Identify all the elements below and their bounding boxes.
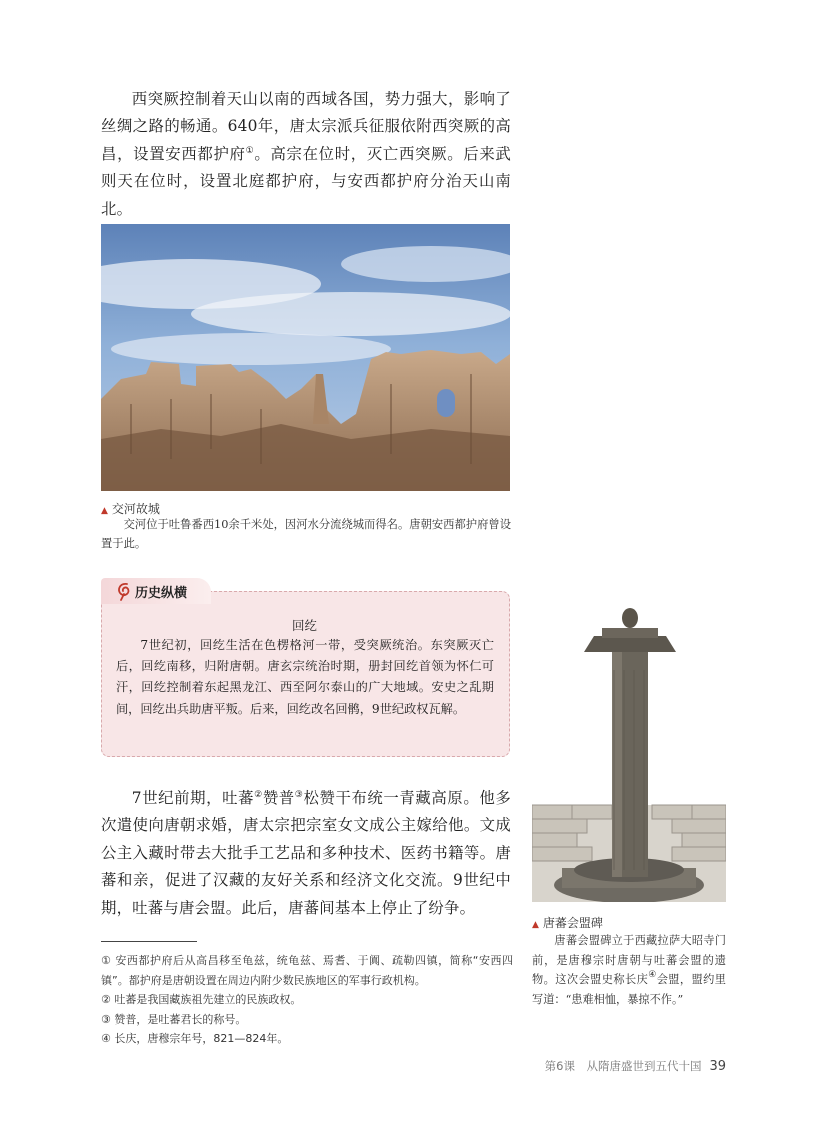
footnote-divider (101, 941, 197, 942)
caption-title-text: 交河故城 (111, 502, 160, 516)
jiaohe-ruins-photo (101, 224, 510, 491)
text-run: 唐蕃会盟碑立于西藏拉萨大昭寺门前，是唐穆宗时唐朝与吐蕃会盟的遗物。这次会盟史称长庆 (532, 934, 726, 986)
triangle-marker-icon: ▲ (532, 920, 539, 930)
text-run: 7世纪前期，吐蕃 (131, 789, 255, 807)
page-number: 39 (709, 1059, 726, 1074)
history-swirl-icon (115, 581, 133, 601)
photo2-caption-body (532, 931, 726, 1009)
paragraph-body (101, 86, 511, 223)
footnote-marker: ② (254, 790, 263, 800)
text-run: 西突厥控制着天山以南的西域各国，势力强大，影响了丝绸之路的畅通。640年，唐太宗派兵征服依附西突厥的高昌，设置安西都护府 (101, 90, 511, 163)
footnote-3: ③ 赞普，是吐蕃君长的称号。 (101, 1012, 247, 1026)
footnotes (101, 951, 513, 1049)
paragraph-western-regions (101, 86, 511, 223)
footnote-2: ② 吐蕃是我国藏族祖先建立的民族政权。 (101, 993, 302, 1006)
text-run: 赞普 (262, 789, 295, 807)
footnote-4: ④ 长庆，唐穆宗年号，821—824年。 (101, 1032, 289, 1045)
text-run: 会盟，盟约里写道：“患难相恤，暴掠不作。” (532, 973, 726, 1006)
paragraph-body (101, 785, 511, 922)
sidebar-title: 回纥 (291, 618, 317, 633)
footnote-marker: ④ (648, 970, 657, 980)
text-run: 。高宗在位时，灭亡西突厥。后来武则天在位时，设置北庭都护府，与安西都护府分治天山南北。 (101, 144, 511, 218)
footnote-1: ① 安西都护府后从高昌移至龟兹，统龟兹、焉耆、于阗、疏勒四镇，简称“安西四镇”。都护府是唐朝设置在周边内附少数民族地区的军事行政机构。 (101, 954, 513, 987)
tab-label: 历史纵横 (135, 585, 188, 601)
footnote-marker: ① (245, 145, 255, 156)
caption-body-text: 交河位于吐鲁番西10余千米处，因河水分流绕城而得名。唐朝安西都护府曾设置于此。 (101, 518, 511, 550)
photo1-caption-body (101, 515, 511, 553)
photo2-caption-title (532, 914, 603, 931)
text-run: 松赞干布统一青藏高原。他多次遣使向唐朝求婚，唐太宗把宗室女文成公主嫁给他。文成公主入藏时带去大批手工艺品和多种技术、医药书籍等。唐蕃和亲，促进了汉藏的友好关系和经济文化交流。9世纪中期，吐蕃与唐会盟。此后，唐蕃间基本上停止了纷争。 (101, 789, 511, 917)
caption-title-text: 唐蕃会盟碑 (542, 916, 603, 930)
history-sidebar-tab (101, 578, 251, 604)
footnote-marker: ③ (294, 790, 304, 800)
tang-tubo-stele-photo (532, 600, 726, 902)
caption-body-text (532, 931, 726, 1009)
paragraph-tubo (101, 785, 511, 922)
lesson-title: 第6课 从隋唐盛世到五代十国 (544, 1059, 702, 1073)
page-footer (528, 1058, 726, 1074)
sidebar-body (116, 635, 494, 720)
triangle-marker-icon: ▲ (101, 506, 108, 516)
sidebar-body-text: 7世纪初，回纥生活在色楞格河一带，受突厥统治。东突厥灭亡后，回纥南移，归附唐朝。唐玄宗统治时期，册封回纥首领为怀仁可汗，回纥控制着东起黑龙江、西至阿尔泰山的广大地域。安史之乱期间，回纥出兵助唐平叛。后来，回纥改名回鹘，9世纪政权瓦解。 (116, 638, 494, 716)
